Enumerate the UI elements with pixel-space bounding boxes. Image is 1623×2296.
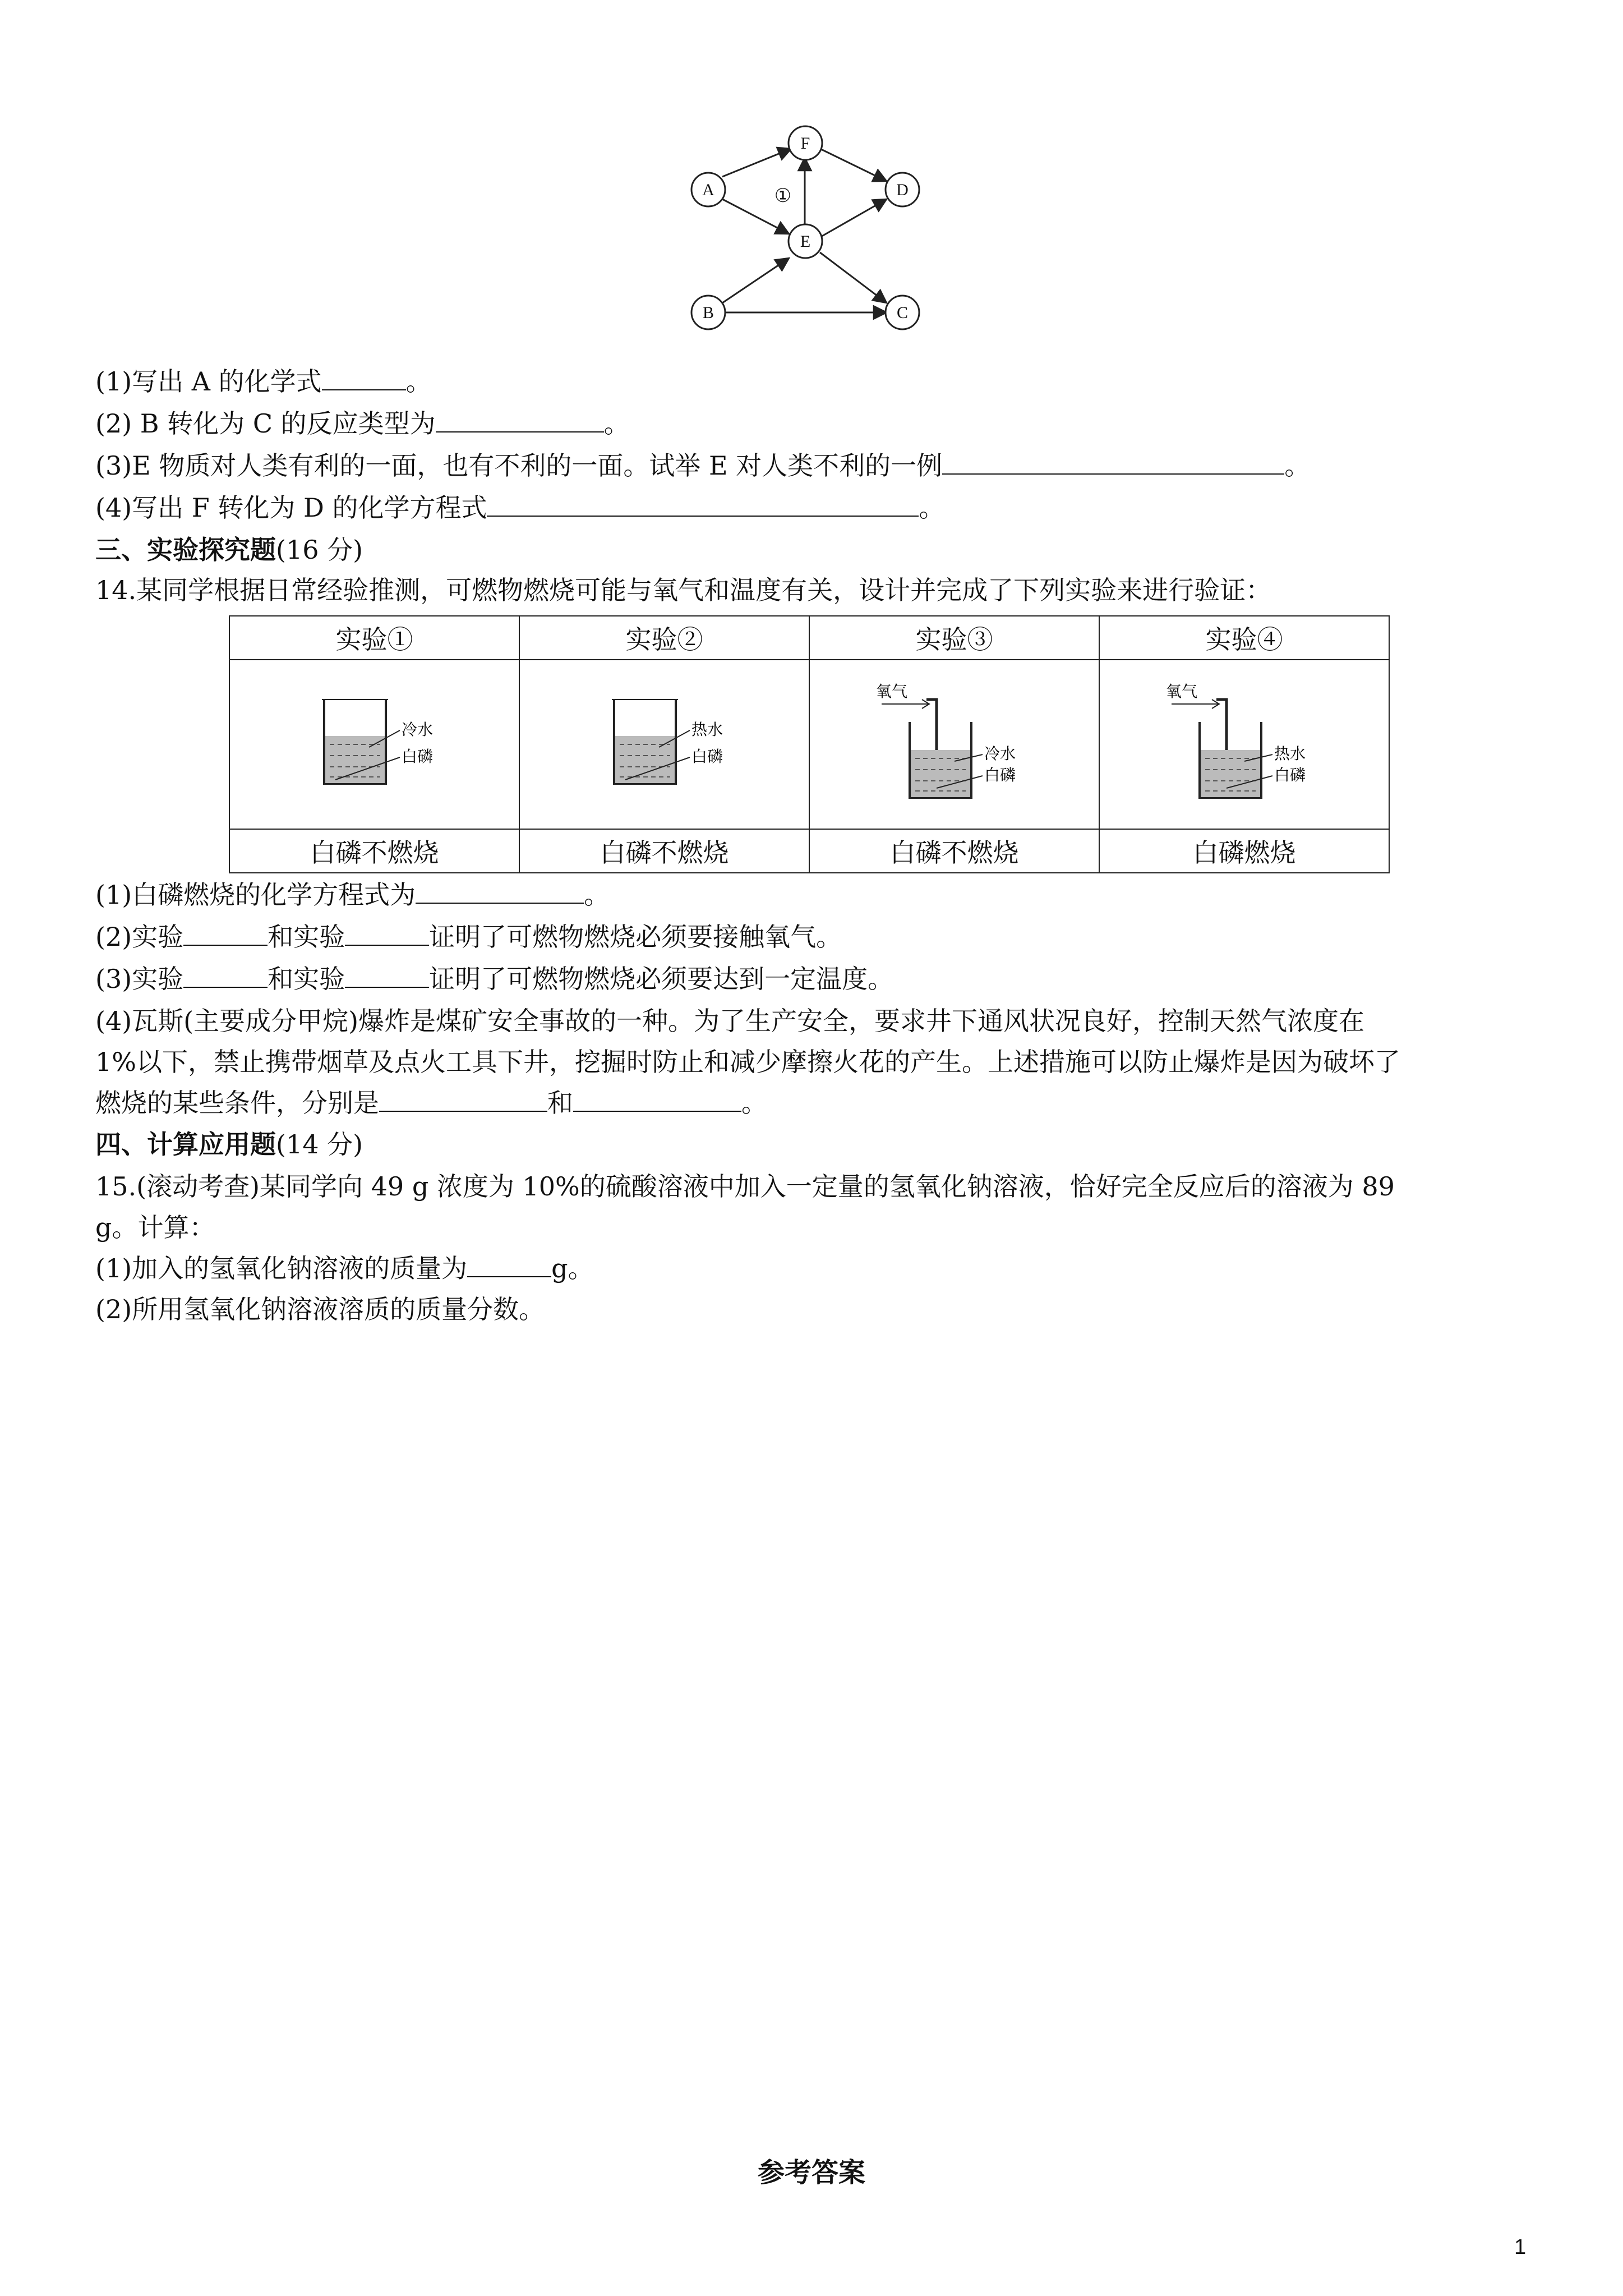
node-label: C [896, 303, 909, 322]
answer-blank[interactable] [183, 920, 268, 946]
beaker-figure-2 [519, 660, 809, 829]
answer-blank[interactable] [416, 878, 584, 904]
q13-p1-text: (1)写出 A 的化学式 [95, 366, 322, 397]
white-phosphorus-label: 白磷 [984, 765, 1016, 784]
oxygen-label: 氧气 [875, 682, 907, 701]
q15-line2: g。计算： [95, 1212, 215, 1243]
white-phosphorus-label: 白磷 [1274, 765, 1306, 784]
node-label: E [800, 232, 811, 251]
table-header-cell: 实验① [229, 616, 519, 660]
hot-water-label: 热水 [691, 720, 723, 739]
page-number: 1 [1514, 2235, 1527, 2259]
q13-p2-text: (2) B 转化为 C 的反应类型为 [95, 408, 436, 439]
node-label: B [702, 303, 714, 322]
edge-label: ① [774, 186, 792, 206]
reaction-diagram [673, 115, 953, 345]
q13-p3-text: (3)E 物质对人类有利的一面，也有不利的一面。试举 E 对人类不利的一例 [95, 450, 943, 481]
q14-p4-text: 。 [741, 1088, 767, 1118]
table-figure-row [229, 660, 1389, 829]
hot-water-label: 热水 [1274, 744, 1306, 763]
answer-blank[interactable] [345, 920, 429, 946]
q13-part4 [95, 491, 944, 524]
q14-part2 [95, 920, 842, 954]
answer-blank[interactable] [942, 449, 1284, 475]
q14-p2-text: 证明了可燃物燃烧必须要接触氧气。 [429, 922, 842, 952]
answer-blank[interactable] [487, 491, 919, 517]
q14-p3-text: 和实验 [268, 964, 345, 994]
section-title: 三、实验探究题 [95, 535, 276, 565]
section-title: 四、计算应用题 [95, 1129, 276, 1159]
q13-p4-text: (4)写出 F 转化为 D 的化学方程式 [95, 493, 487, 523]
q13-part3 [95, 449, 1310, 482]
q15-part2: (2)所用氢氧化钠溶液溶质的质量分数。 [95, 1294, 545, 1324]
result-cell: 白磷不燃烧 [809, 829, 1099, 873]
section4-heading [95, 1128, 363, 1161]
q13-p4-end: 。 [919, 493, 945, 523]
node-label: A [702, 181, 714, 199]
q14-p1-end: 。 [584, 880, 610, 910]
q14-part1 [95, 878, 610, 912]
q14-p2-text: (2)实验 [95, 922, 184, 952]
table-header-row [229, 616, 1389, 660]
q15-p1-end: g。 [551, 1253, 594, 1283]
q14-p3-text: 证明了可燃物燃烧必须要达到一定温度。 [429, 964, 894, 994]
cold-water-label: 冷水 [984, 744, 1016, 763]
beaker-figure-1 [229, 660, 519, 829]
answer-blank[interactable] [467, 1251, 551, 1277]
table-header-cell: 实验④ [1099, 616, 1389, 660]
answer-blank[interactable] [322, 365, 406, 390]
cold-water-label: 冷水 [401, 720, 433, 739]
table-result-row [229, 829, 1389, 873]
q13-p3-end: 。 [1284, 450, 1311, 481]
table-header-cell: 实验③ [809, 616, 1099, 660]
q14-p1-text: (1)白磷燃烧的化学方程式为 [95, 880, 416, 910]
node-label: D [896, 181, 909, 199]
white-phosphorus-label: 白磷 [691, 747, 723, 766]
answer-key-title: 参考答案 [757, 2157, 865, 2188]
section-score: (16 分) [276, 535, 363, 565]
answer-blank[interactable] [573, 1086, 741, 1112]
table-header-cell: 实验② [519, 616, 809, 660]
experiment-table [229, 615, 1390, 873]
result-cell: 白磷不燃烧 [229, 829, 519, 873]
q14-p2-text: 和实验 [268, 922, 345, 952]
answer-blank[interactable] [436, 407, 604, 432]
q15-p1-text: (1)加入的氢氧化钠溶液的质量为 [95, 1253, 468, 1283]
q13-part1 [95, 365, 432, 398]
oxygen-label: 氧气 [1165, 682, 1197, 701]
q15-line1: 15.(滚动考查)某同学向 49 g 浓度为 10%的硫酸溶液中加入一定量的氢氧化钠溶液，恰好完全反应后的溶液为 89 [95, 1171, 1395, 1202]
beaker-figure-4 [1099, 660, 1389, 829]
q14-part4-line2: 1%以下，禁止携带烟草及点火工具下井，挖掘时防止和减少摩擦火花的产生。上述措施可以防止爆炸是因为破坏了 [95, 1047, 1400, 1077]
beaker-figure-3 [809, 660, 1099, 829]
node-label: F [800, 134, 810, 153]
section3-heading [95, 533, 363, 567]
q14-part4-line1: (4)瓦斯(主要成分甲烷)爆炸是煤矿安全事故的一种。为了生产安全，要求井下通风状况良好，控制天然气浓度在 [95, 1006, 1365, 1036]
q14-part3 [95, 962, 893, 996]
result-cell: 白磷不燃烧 [519, 829, 809, 873]
answer-blank[interactable] [345, 962, 429, 988]
q13-p2-end: 。 [603, 408, 630, 439]
q15-part1 [95, 1251, 594, 1285]
q14-part4-line3 [95, 1086, 767, 1120]
q13-part2 [95, 407, 630, 440]
q14-intro: 14.某同学根据日常经验推测，可燃物燃烧可能与氧气和温度有关，设计并完成了下列实验来进行验证： [95, 575, 1272, 605]
q14-p3-text: (3)实验 [95, 964, 184, 994]
answer-blank[interactable] [183, 962, 268, 988]
q14-p4-text: 和 [547, 1088, 573, 1118]
section-score: (14 分) [276, 1129, 363, 1159]
white-phosphorus-label: 白磷 [401, 747, 433, 766]
q13-p1-end: 。 [405, 366, 432, 397]
result-cell: 白磷燃烧 [1099, 829, 1389, 873]
answer-blank[interactable] [379, 1086, 547, 1112]
q14-p4-text: 燃烧的某些条件，分别是 [95, 1088, 379, 1118]
